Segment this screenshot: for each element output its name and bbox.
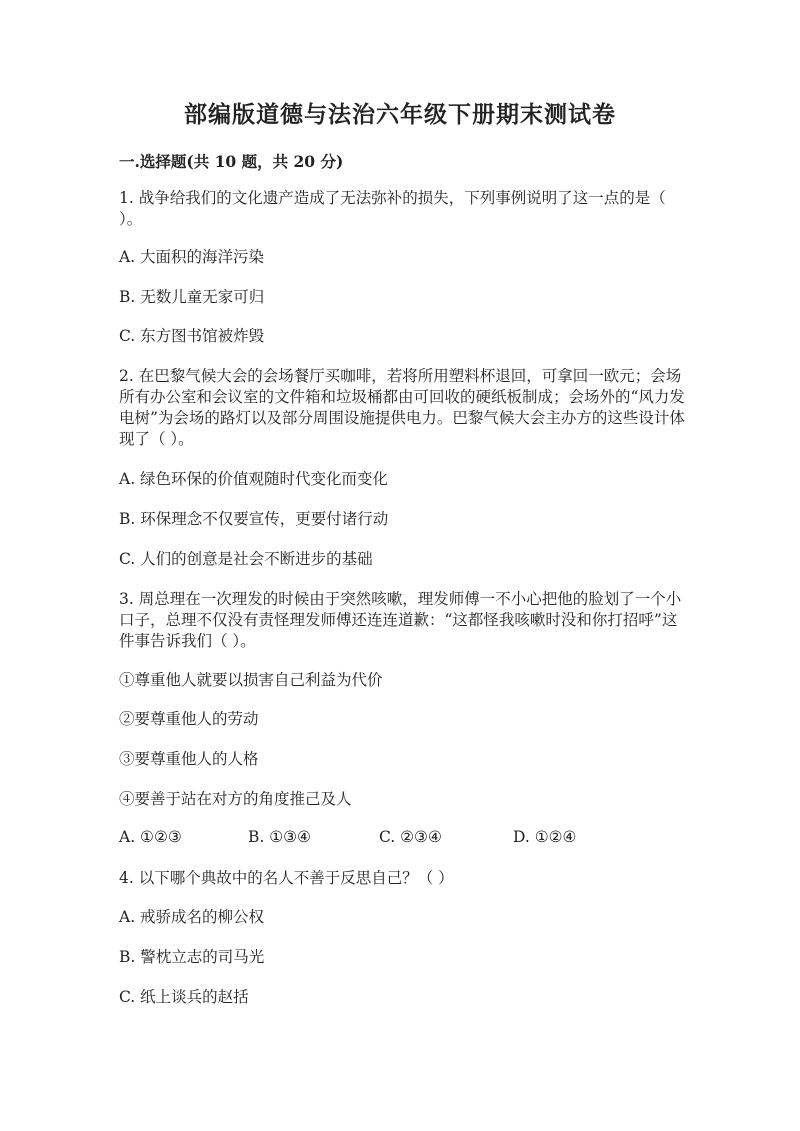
question-2-option-b: B. 环保理念不仅要宣传，更要付诸行动	[119, 510, 389, 528]
question-1-option-c: C. 东方图书馆被炸毁	[119, 327, 265, 345]
question-3-statement-3: ③要尊重他人的人格	[119, 750, 259, 768]
question-3-statement-1: ①尊重他人就要以损害自己利益为代价	[119, 671, 383, 689]
question-3-statement-4: ④要善于站在对方的角度推己及人	[119, 790, 352, 808]
page-title: 部编版道德与法治六年级下册期末测试卷	[184, 101, 616, 128]
question-2-option-c: C. 人们的创意是社会不断进步的基础	[119, 550, 373, 568]
question-1-option-a: A. 大面积的海洋污染	[119, 248, 265, 266]
question-2-stem: 2. 在巴黎气候大会的会场餐厅买咖啡，若将所用塑料杯退回，可拿回一欧元；会场所有办公室和会议室的文件箱和垃圾桶都由可回收的硬纸板制成；会场外的“风力发电树”为会场的路灯以及部分周围设施提供电力。巴黎气候大会主办方的这些设计体现了（ ）。	[119, 367, 685, 448]
question-3-option-a: A. ①②③	[119, 828, 182, 846]
question-3-stem: 3. 周总理在一次理发的时候由于突然咳嗽，理发师傅一不小心把他的脸划了一个小口子，总理不仅没有责怪理发师傅还连连道歉：“这都怪我咳嗽时没和你打招呼”这件事告诉我们（ ）。	[119, 590, 682, 650]
section-heading: 一.选择题(共 10 题，共 20 分)	[119, 152, 344, 171]
question-1-option-b: B. 无数儿童无家可归	[119, 288, 265, 306]
question-3-option-c: C. ②③④	[379, 828, 442, 846]
question-3-option-b: B. ①③④	[248, 828, 311, 846]
question-3-option-d: D. ①②④	[513, 828, 577, 846]
question-4-option-c: C. 纸上谈兵的赵括	[119, 988, 249, 1006]
question-4-option-b: B. 警枕立志的司马光	[119, 948, 265, 966]
question-3-statement-2: ②要尊重他人的劳动	[119, 710, 259, 728]
question-4-stem: 4. 以下哪个典故中的名人不善于反思自己？（ ）	[119, 869, 454, 887]
question-2-option-a: A. 绿色环保的价值观随时代变化而变化	[119, 470, 389, 488]
question-1-stem: 1. 战争给我们的文化遗产造成了无法弥补的损失，下列事例说明了这一点的是（ ）。	[119, 189, 666, 228]
question-4-option-a: A. 戒骄成名的柳公权	[119, 908, 265, 926]
